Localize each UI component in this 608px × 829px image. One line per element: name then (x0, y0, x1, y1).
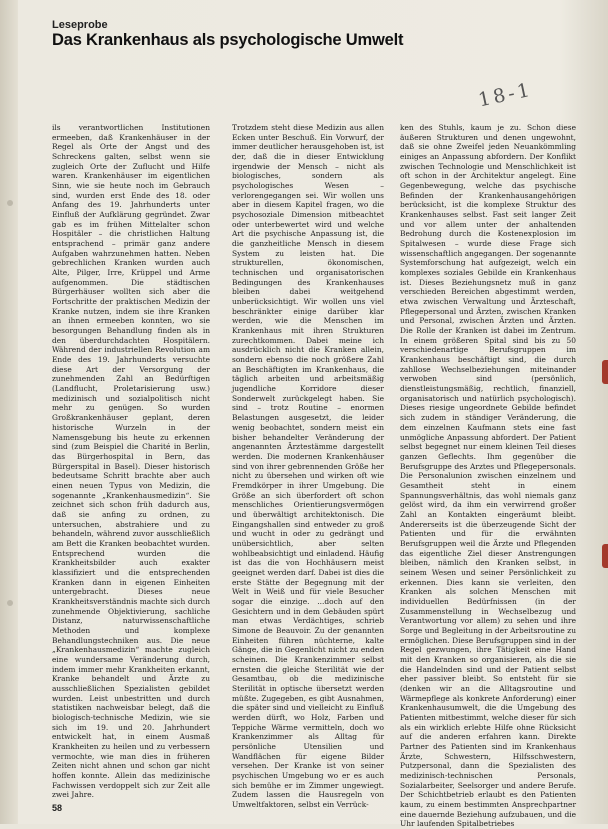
text-column-3 (400, 123, 576, 829)
column-3-text: ken des Stuhls, kaum je zu. Schon diese äußeren Strukturen und denen ungewohnt, daß sie ohne Zweifel jeden Neuankömmling einiges an Anpassung abfordern. Der Konflikt zwischen Technologie und Menschlichkeit ist oft schon in der Architektur angelegt. Eine Gegenbewegung, welche das psychische Befinden der Krankenhausangehörigen berücksicht, ist die komplexe Struktur des Krankenhauses selbst. Fast seit langer Zeit und vor allem unter der anhaltenden Bedrohung durch die Kostenexplosion im Spitalwesen – wurde diese Frage sich wissenschaftlich angegangen. Der sogenannte Systemforschung hat aufgezeigt, welch ein komplexes soziales Gebilde ein Krankenhaus ist. Dieses Beziehungsnetz muß in ganz verschieden Bereichen abgestimmt werden, etwa zwischen Verwaltung und Ärzteschaft, Pflegepersonal und Ärzten, zwischen Kranken und Personal, zwischen Ärzten und Ärzten. Die Rolle der Kranken ist dabei im Zentrum. In einem größeren Spital sind bis zu 50 verschiedenartige Berufsgruppen im Krankenhaus beschäftigt sind, die durch zahllose Wechselbeziehungen miteinander verwoben sind (persönlich, dienstleistungsmäßig, rechtlich, finanziell, organisatorisch und natürlich psychologisch). Dieses riesige ungeordnete Gebilde befindet sich zudem in ständiger Veränderung, die dem einzelnen Kaufmann stets eine fast unmögliche Anpassung abfordert. Der Patient selbst begegnet nur einem kleinen Teil dieses ganzen Geflechts. Ihm gegenüber die Berufsgruppe des Arztes und Pflegepersonals. Die Personalunion zwischen einzelnem und Gesamtheit steht in einem Spannungsverhältnis, das wohl niemals ganz gelöst wird, da ihm ein verwirrend großer Zahl an Kontakten eingeräumt bleibt. Andererseits ist die überzeugende Sicht der Patienten und für die erwähnten Berufsgruppen weil die Ärzte und Pflegenden das eigentliche Ziel dieser Anstrengungen bleiben, nämlich den Kranken selbst, in seinem Wesen und seiner Persönlichkeit zu erkennen. Dies kann sie verleiten, den Kranken als solchen Menschen mit individuellen Bedürfnissen (in der Zusammenstellung in Wechselbezug und Verantwortung vor allem) zu sehen und ihre Sorge und Begleitung in der Arbeitsroutine zu ermöglichen. Diese Berufsgruppen sind in der Regel gezwungen, ihre Tätigkeit eine Hand mit den Kranken so organisieren, als die sie die Handelnden sind und der Patient selbst eher passiver bleibt. So entsteht für sie (denken wir an die Alltagsroutine und Wärmepflege als konkrete Anforderung) einer Krankenhausumwelt, die die Umgebung des Patienten mitbestimmt, welche dieser für sich als ein wirklich erlebte Hilfe ohne Rücksicht auf die anderen erfahren kann. Direkte Partner des Patienten sind im Krankenhaus Ärzte, Schwestern, Hilfsschwestern, Putzpersonal, dann die Spezialisten des medizinisch-technischen Personals, Sozialarbeiter, Seelsorger und andere Berufe. Der Schichtbetrieb erlaubt es den Patienten kaum, zu einem bestimmten Ansprechpartner eine dauernde Beziehung aufzubauen, und die Uhr laufenden Spitalbetriebes (400, 123, 576, 829)
section-kicker: Leseprobe (52, 19, 108, 31)
text-column-2 (232, 123, 384, 810)
binding-shadow (0, 0, 18, 824)
column-2-text: Trotzdem steht diese Medizin aus allen Ecken unter Beschuß. Ein Vorwurf, der immer deutlicher herausgehoben ist, ist der, daß die in dieser Entwicklung irgendwie der Mensch – nicht als biologisches, sondern als psychologisches Wesen – verlorengegangen sei. Wir wollen uns aber in diesem Kapitel fragen, wo die psychosoziale Dimension mitbeachtet oder unterbewertet wird und welche Art die psychische Anpassung ist, die die ganzheitliche Mensch in diesem System zu leisten hat. Die strukturellen, ökonomischen, technischen und organisatorischen Bedingungen des Krankenhauses bleiben dabei weitgehend unberücksichtigt. Wir wollen uns viel beschränkter einige darüber klar werden, wie die Menschen im Krankenhaus mit ihren Strukturen zurechtkommen. Dabei meine ich ausdrücklich nicht die Kranken allein, sondern ebenso die noch größere Zahl an Beschäftigten im Krankenhaus, die täglich arbeiten und arbeitsmäßig jugendliche Korridore dieser Sonderwelt zurückgelegt haben. Sie sind – trotz Routine – enormen Belastungen ausgesetzt, die leider wenig beobachtet, sondern meist ein bisher behandelter Veränderung der angenannten Ärztestämme dargestellt werden. Die modernen Krankenhäuser sind von ihrer gebrennenden Größe her nicht zu übersehen und wirken oft wie Fremdkörper in ihrer Umgebung. Die Größe an sich überfordert oft schon menschliches Orientierungsvermögen und überwältigt architektonisch. Die Eingangshallen sind entweder zu groß und wucht in oder zu gedrängt und unübersichtlich, aber selten wohlbeabsichtigt und einladend. Häufig ist das die von Hochhäusern meist geeignet werden darf. Dabei ist dies die erste Stätte der Begegnung mit der Welt in Weiß und für viele Besucher sogar die einzige. ...doch auf den Gesichtern und in dem Gebäuden spürt man etwas Verdächtiges, schrieb Simone de Beauvoir. Zu der genannten Einheiten führen nüchterne, kalte Gänge, die in Gegenlicht nicht zu enden scheinen. Die Krankenzimmer selbst ernsten die gleiche Sterilität wie der Gesamtbau, ob die medizinische Sterilität in optische übersetzt werden müßte. Zugegeben, es gibt Ausnahmen, die später sind und vielleicht zu Einfluß werden dürft, wo Holz, Farben und Teppiche Wärme vermitteln, doch wo Krankenzimmer als Alltag für persönliche Utensilien und Wandflächen für eigene Bilder versehen. Der Kranke ist von seiner psychischen Umgebung wo er es auch sich bemühe er im Zimmer ungewiegt. Zudem lassen die Hausregeln von Umweltfaktoren, selbst ein Verrück- (232, 123, 384, 810)
handwritten-annotation: 18-1 (476, 78, 535, 112)
article-title: Das Krankenhaus als psychologische Umwelt (52, 31, 404, 49)
column-1-text: ils verantwortlichen Institutionen ermeeben, daß Krankenhäuser in der Regel als Orte der Angst und des Schreckens galten, selbst wenn sie zugleich Orte der Zuflucht und Hilfe waren. Krankenhäuser im eigentlichen Sinn, wie sie heute noch im Gebrauch sind, wurden erst Ende des 18. oder Anfang des 19. Jahrhunderts unter Einfluß der Aufklärung gegründet. Zwar gab es im frühen Mittelalter schon Hospitäler – die christlichen Haltung entsprachend – primär ganz andere Aufgaben wahrzunehmen hatten. Neben gebrechlichen Kranken wurden auch Alte, Pilger, Irre, Krüppel und Arme aufgenommen. Die städtischen Bürgerhäuser wollten sich aber die Fortschritte der praktischen Medizin der Kranke nutzen, indem sie ihre Kranken an ihnen ermeeben konnten, wo sie besorgungen Behandlung finden als in den überdurchdachten Hospitälern. Während der industriellen Revolution am Ende des 19. Jahrhunderts versuchte diese Art der Versorgung der zunehmenden Zahl an Bedürftigen (Landflucht, Proletarisierung usw.) medizinisch und sozialpolitisch nicht mehr zu genügen. So wurden Großkrankenhäuser geplant, deren historische Wurzeln in der Namensgebung bis heute zu erkennen sind (zum Beispiel die Charité in Berlin, das Bürgerhospital in Bern, das Bürgerspital in Basel). Dieser historisch bedeutsame Schritt brachte aber auch einen neuen Typus von Medizin, die sogenannte „Krankenhausmedizin“. Sie zeichnet sich schon früh dadurch aus, daß sie anfing zu ordnen, zu untersuchen, abstrahiere und zu behandeln, während zuvor ausschließlich am Bett die Kranken beobachtet wurden. Entsprechend wurden die Krankheitsbilder auch exakter klassifiziert und die entsprechenden Kranken dann in eigenen Einheiten untergebracht. Dieses neue Krankheitsverständnis machte sich durch zunehmende Objektivierung, sachliche Distanz, naturwissenschaftliche Methoden und komplexe Behandlungstechniken aus. Die neue „Krankenhausmedizin“ machte zugleich eine wundersame Veränderung durch, indem immer mehr Krankheiten erkannt, Kranke behandelt und Ärzte zu ausschließlichen Spezialisten gebildet wurden. Leist unbestritten und durch statistiken nachweisbar belegt, daß die biologisch-technische Medizin, wie sie sich im 19. und 20. Jahrhundert entwickelt hat, in einem Ausmaß Krankheiten zu heilen und zu verbessern vermochte, wie man dies in früheren Zeiten nicht ahnen und schon gar nicht hoffen konnte. Allein das medizinische Fachwissen verdoppelt sich zur Zeit alle zwei Jahre. (52, 123, 210, 800)
text-column-1 (52, 123, 210, 801)
red-index-tab (602, 544, 608, 568)
binding-hole (7, 200, 13, 206)
red-index-tab (602, 360, 608, 384)
page-number: 58 (52, 803, 63, 813)
binding-hole (7, 600, 13, 606)
